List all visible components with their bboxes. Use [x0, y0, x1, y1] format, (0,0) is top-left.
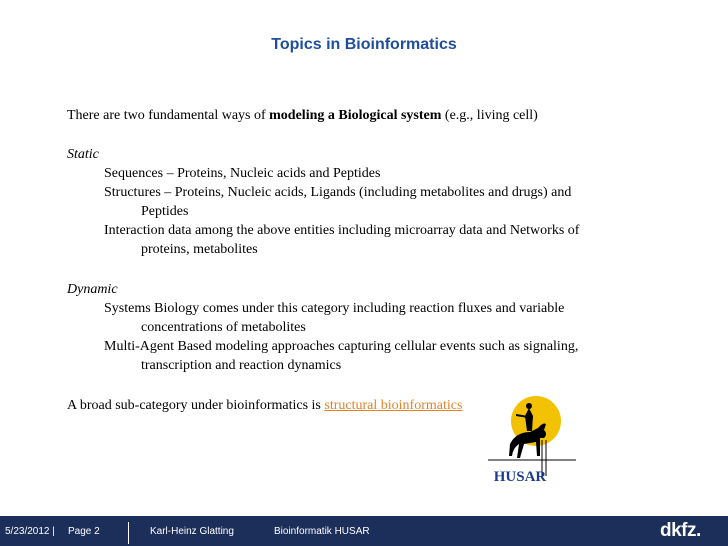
static-item-continued: proteins, metabolites [141, 242, 258, 257]
dkfz-logo: dkfz. [660, 520, 701, 541]
structural-bioinformatics-link[interactable]: structural bioinformatics [324, 398, 463, 413]
static-item: Interaction data among the above entities including microarray data and Networks of [104, 223, 580, 238]
dynamic-item: Multi-Agent Based modeling approaches capturing cellular events such as signaling, [104, 339, 579, 354]
dynamic-item: Systems Biology comes under this category including reaction fluxes and variable [104, 301, 565, 316]
intro-text-end: (e.g., living cell) [441, 108, 538, 123]
intro-bold-text: modeling a Biological system [269, 108, 442, 123]
husar-logo-text: HUSAR [493, 469, 547, 485]
static-item: Sequences – Proteins, Nucleic acids and Peptides [104, 166, 381, 181]
intro-line [67, 106, 667, 125]
dynamic-item-continued: transcription and reaction dynamics [141, 358, 342, 373]
static-item: Structures – Proteins, Nucleic acids, Ligands (including metabolites and drugs) and [104, 185, 572, 200]
static-item-continued: Peptides [141, 204, 189, 219]
static-heading: Static [67, 147, 99, 162]
footer-date: 5/23/2012 | [5, 526, 55, 537]
footer-author: Karl-Heinz Glatting [150, 526, 234, 537]
footer-course: Bioinformatik HUSAR [274, 526, 370, 537]
intro-text: There are two fundamental ways of [67, 108, 270, 123]
footer-bar [0, 516, 728, 546]
slide-title: Topics in Bioinformatics [271, 36, 457, 53]
dynamic-item-continued: concentrations of metabolites [141, 320, 306, 335]
footer-divider [128, 522, 129, 544]
dynamic-heading: Dynamic [67, 282, 118, 297]
closing-text: A broad sub-category under bioinformatics is [67, 398, 325, 413]
husar-logo [480, 394, 580, 486]
footer-page-number: Page 2 [68, 526, 100, 537]
